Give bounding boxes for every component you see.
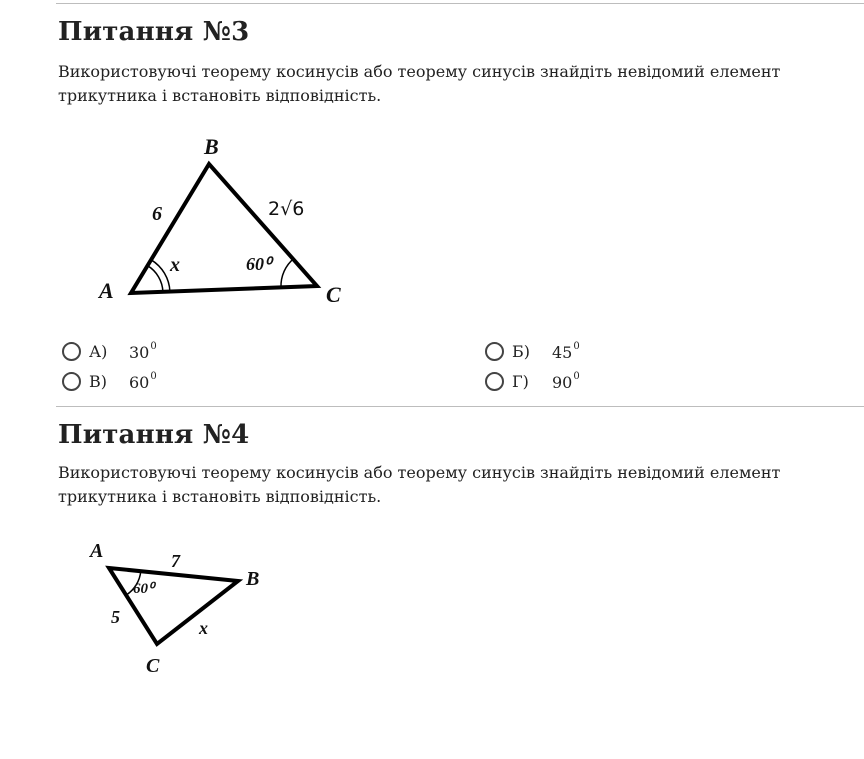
option-c-radio[interactable] <box>62 372 81 391</box>
side-bc-label: 2√6 <box>268 198 305 220</box>
option-a[interactable] <box>62 341 157 362</box>
option-c-letter: В) <box>89 372 107 391</box>
question-4-text: Використовуючі теорему косинусів або теорему синусів знайдіть невідомий елемент трикутника і встановіть відповідність. <box>58 463 781 506</box>
option-b-radio[interactable] <box>485 342 504 361</box>
option-c-degree: 0 <box>150 371 157 382</box>
question-divider <box>56 406 864 407</box>
option-d-value: 90 <box>552 373 573 392</box>
angle-c-label: 60⁰ <box>246 254 272 274</box>
vertex-b-label: B <box>246 568 260 590</box>
angle-a-label: 60⁰ <box>133 581 155 597</box>
angle-a-arc-outer <box>151 260 170 292</box>
option-b-letter: Б) <box>512 342 530 361</box>
vertex-c-label: C <box>326 282 341 307</box>
option-b-value: 45 <box>552 343 573 362</box>
option-c[interactable] <box>62 371 157 392</box>
angle-a-arc-inner <box>148 266 163 292</box>
top-divider <box>56 3 864 4</box>
option-a-letter: А) <box>89 342 108 361</box>
side-ab-label: 6 <box>152 203 162 225</box>
option-d-letter: Г) <box>512 372 529 391</box>
side-ab-label: 7 <box>171 551 180 571</box>
angle-a-label: x <box>170 254 180 276</box>
option-b-degree: 0 <box>573 341 580 352</box>
question-4-triangle-figure <box>80 530 280 680</box>
option-a-radio[interactable] <box>62 342 81 361</box>
option-c-value: 60 <box>129 373 150 392</box>
vertex-b-label: B <box>204 134 219 159</box>
question-3-title: Питання №3 <box>58 17 250 47</box>
triangle-abc <box>131 164 317 293</box>
vertex-a-label: A <box>99 278 114 303</box>
question-3-text: Використовуючі теорему косинусів або теорему синусів знайдіть невідомий елемент трикутника і встановіть відповідність. <box>58 62 781 105</box>
option-d[interactable] <box>485 371 580 392</box>
question-3-triangle-figure <box>90 128 370 313</box>
option-a-value: 30 <box>129 343 150 362</box>
option-d-degree: 0 <box>573 371 580 382</box>
question-4-title: Питання №4 <box>58 420 250 450</box>
vertex-c-label: C <box>146 655 160 677</box>
option-a-degree: 0 <box>150 341 157 352</box>
side-bc-label: x <box>199 618 208 638</box>
option-b[interactable] <box>485 341 580 362</box>
angle-c-arc <box>281 258 294 287</box>
triangle-abc <box>109 568 238 644</box>
vertex-a-label: A <box>90 540 104 562</box>
side-ac-label: 5 <box>111 607 120 627</box>
option-d-radio[interactable] <box>485 372 504 391</box>
